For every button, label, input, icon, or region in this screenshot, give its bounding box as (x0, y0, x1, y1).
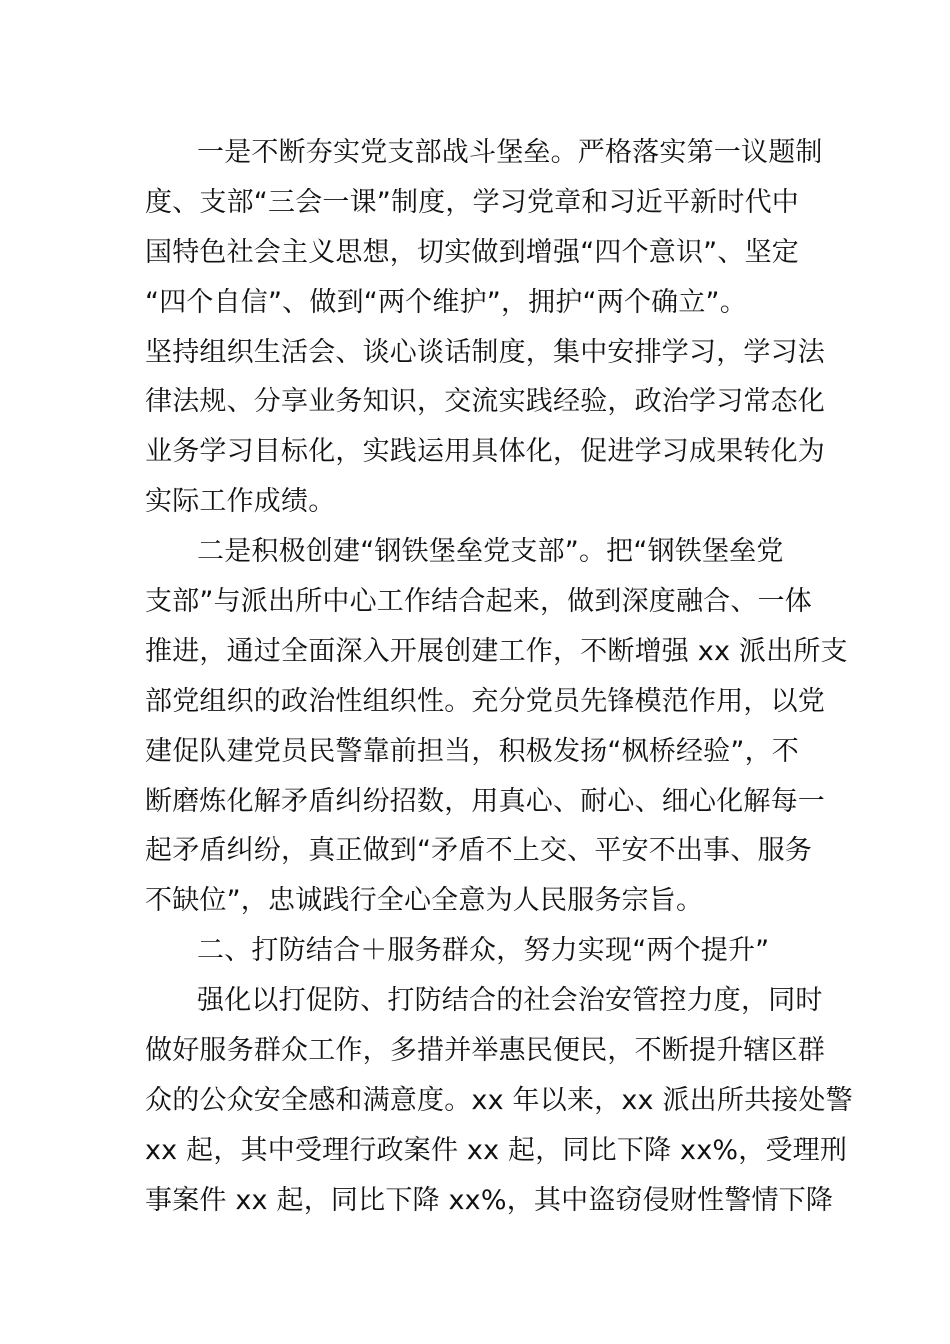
paragraph-line: 做好服务群众工作，多措并举惠民便民，不断提升辖区群 (145, 1035, 825, 1067)
paragraph-line: 国特色社会主义思想，切实做到增强“四个意识”、坚定 (145, 236, 799, 268)
paragraph-line: 事案件 xx 起，同比下降 xx%，其中盗窃侵财性警情下降 (145, 1184, 834, 1216)
paragraph-line: 业务学习目标化，实践运用具体化，促进学习成果转化为 (145, 436, 825, 468)
paragraph-line: 推进，通过全面深入开展创建工作，不断增强 xx 派出所支 (145, 635, 848, 667)
paragraph-line: 坚持组织生活会、谈心谈话制度，集中安排学习，学习法 (145, 336, 825, 368)
paragraph-line: xx 起，其中受理行政案件 xx 起，同比下降 xx%，受理刑 (145, 1134, 848, 1166)
paragraph-line: 一是不断夯实党支部战斗堡垒。严格落实第一议题制 (197, 137, 823, 168)
paragraph-line: 断磨炼化解矛盾纠纷招数，用真心、耐心、细心化解每一 (145, 785, 825, 817)
paragraph-line: “四个自信”、做到“两个维护”，拥护“两个确立”。 (145, 286, 747, 318)
section-heading: 二、打防结合＋服务群众，努力实现“两个提升” (197, 935, 770, 967)
paragraph-line: 建促队建党员民警靠前担当，积极发扬“枫桥经验”，不 (145, 735, 799, 767)
paragraph-line: 支部”与派出所中心工作结合起来，做到深度融合、一体 (145, 586, 812, 618)
paragraph-line: 起矛盾纠纷，真正做到“矛盾不上交、平安不出事、服务 (145, 835, 812, 867)
paragraph-line: 不缺位”，忠诚践行全心全意为人民服务宗旨。 (145, 885, 704, 917)
paragraph-line: 二是积极创建“钢铁堡垒党支部”。把“钢铁堡垒党 (197, 536, 784, 568)
paragraph-line: 实际工作成绩。 (145, 486, 336, 518)
document-body (145, 128, 853, 1226)
paragraph-line: 部党组织的政治性组织性。充分党员先锋模范作用，以党 (145, 685, 825, 717)
paragraph-line: 强化以打促防、打防结合的社会治安管控力度，同时 (197, 985, 823, 1017)
paragraph-line: 度、支部“三会一课”制度，学习党章和习近平新时代中 (145, 186, 799, 218)
paragraph-line: 众的公众安全感和满意度。xx 年以来，xx 派出所共接处警 (145, 1084, 853, 1116)
paragraph-line: 律法规、分享业务知识，交流实践经验，政治学习常态化 (145, 386, 825, 418)
